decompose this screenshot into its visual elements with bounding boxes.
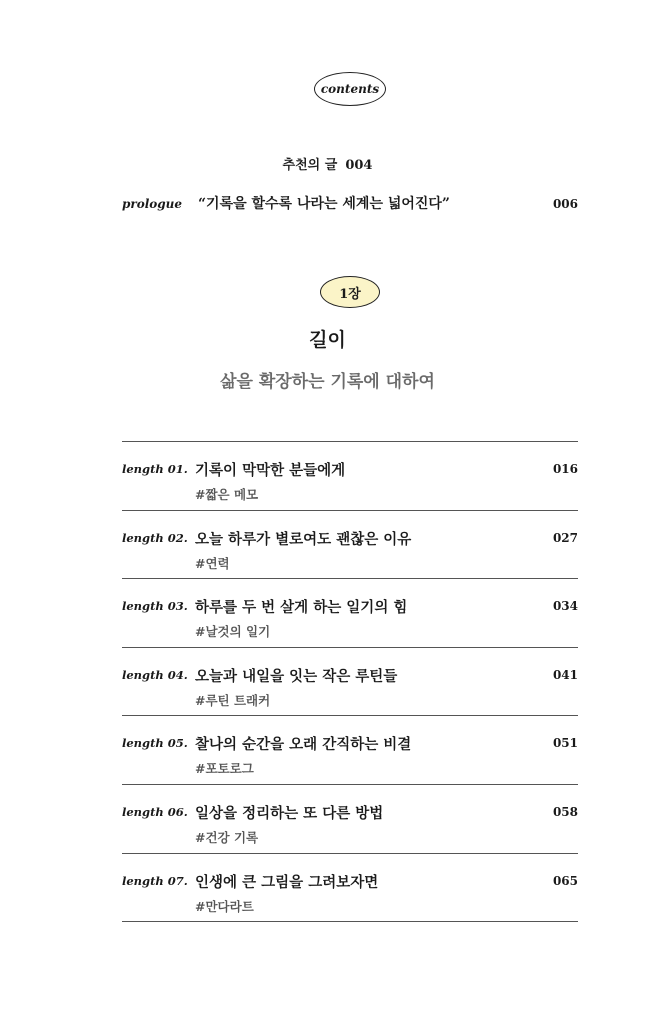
chapter-title: 길이 <box>309 329 346 351</box>
toc-entry-title: 하루를 두 번 살게 하는 일기의 힘 <box>195 599 408 617</box>
toc-entry-title: 기록이 막막한 분들에게 <box>195 462 346 479</box>
toc-entry[interactable] <box>122 578 578 647</box>
toc-entry-tag: #포토로그 <box>195 761 254 777</box>
toc-entry-title: 오늘과 내일을 잇는 작은 루틴들 <box>195 667 398 685</box>
toc-entry-title: 일상을 정리하는 또 다른 방법 <box>195 804 384 822</box>
prologue-page: 006 <box>552 197 578 211</box>
toc-entry[interactable] <box>122 510 578 579</box>
toc-list <box>122 441 578 922</box>
toc-entry-title: 인생에 큰 그림을 그려보자면 <box>195 873 379 891</box>
toc-entry-page: 058 <box>552 804 578 819</box>
toc-entry-number: length 06. <box>122 804 188 819</box>
toc-entry-page: 041 <box>552 667 578 682</box>
toc-entry[interactable] <box>122 853 578 923</box>
toc-entry[interactable] <box>122 715 578 784</box>
toc-entry-page: 016 <box>552 462 578 476</box>
recommendation-label: 추천의 글 <box>282 158 338 173</box>
chapter-subtitle: 삶을 확장하는 기록에 대하여 <box>220 372 435 392</box>
toc-entry-number: length 01. <box>122 462 188 476</box>
toc-entry-title: 오늘 하루가 별로여도 괜찮은 이유 <box>195 530 412 548</box>
toc-entry[interactable] <box>122 441 578 510</box>
toc-entry-number: length 03. <box>122 599 188 614</box>
toc-entry-number: length 07. <box>122 873 188 888</box>
prologue-row[interactable] <box>122 193 578 213</box>
recommendation-page: 004 <box>345 158 373 173</box>
toc-entry[interactable] <box>122 647 578 716</box>
toc-entry-number: length 04. <box>122 667 188 682</box>
toc-entry-title: 찰나의 순간을 오래 간직하는 비결 <box>195 736 412 754</box>
toc-entry-tag: #건강 기록 <box>195 829 259 845</box>
toc-entry-page: 034 <box>552 599 578 614</box>
toc-entry-tag: #날것의 일기 <box>195 624 271 640</box>
contents-label: contents <box>320 82 380 96</box>
contents-badge <box>314 72 386 106</box>
chapter-badge-label: 1장 <box>339 286 361 302</box>
toc-entry-number: length 02. <box>122 530 188 545</box>
toc-entry-tag: #만다라트 <box>195 898 254 914</box>
toc-entry-tag: #짧은 메모 <box>195 487 259 502</box>
prologue-title: “기록을 할수록 나라는 세계는 넓어진다” <box>198 196 450 212</box>
prologue-label: prologue <box>122 197 183 211</box>
toc-entry[interactable] <box>122 784 578 853</box>
chapter-badge <box>320 276 380 308</box>
toc-entry-page: 027 <box>552 530 578 545</box>
toc-entry-page: 065 <box>552 873 578 888</box>
toc-entry-page: 051 <box>552 736 578 751</box>
recommendation-line[interactable] <box>0 154 655 173</box>
toc-entry-tag: #루틴 트래커 <box>195 692 271 708</box>
toc-entry-tag: #연력 <box>195 555 230 571</box>
toc-entry-number: length 05. <box>122 736 188 751</box>
